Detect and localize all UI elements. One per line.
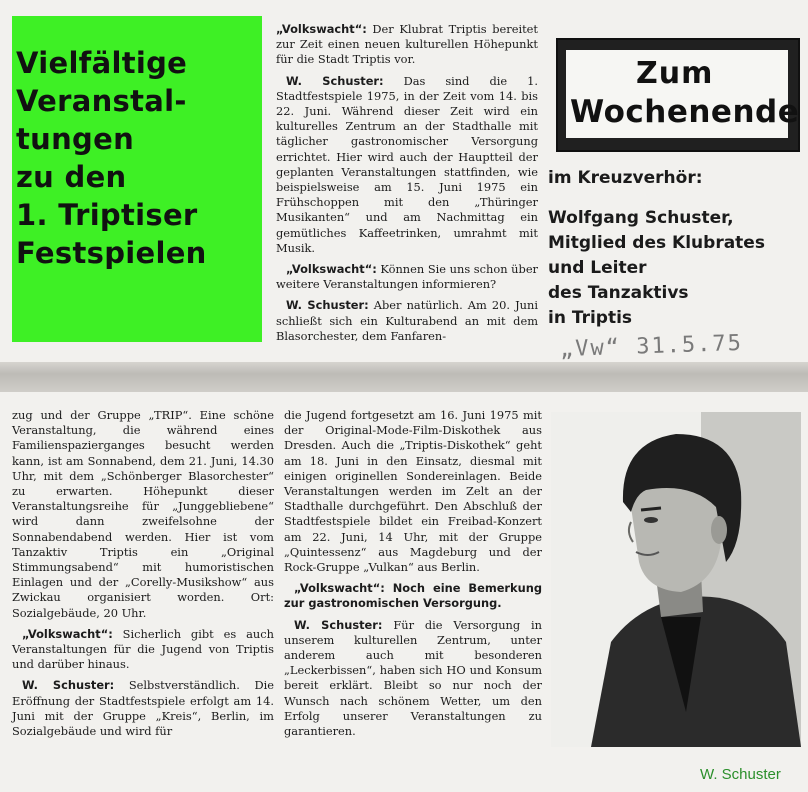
interviewee-name <box>548 206 804 331</box>
speaker-label: „Volkswacht“: <box>276 22 367 36</box>
headline-line: Vielfältige <box>16 46 188 80</box>
paragraph <box>276 298 538 344</box>
speaker-label: W. Schuster: <box>294 617 383 632</box>
paragraph-text: die Jugend fortgesetzt am 16. Juni 1975 mit der Original-Mode-Film-Diskothek aus Dresden. Auch die „Triptis-Diskothek“ geht am 18. Juni in den Einsatz, diesmal mit einigen originellen Sondereinlagen. Beide Veranstaltungen werden im Zelt an der Stadthalle durchgeführt. Den Abschluß der Stadtfestspiele bildet ein Freibad-Konzert am 22. Juni, 14 Uhr, mit der Gruppe „Quintessenz“ aus Magdeburg und der Rock-Gruppe „Vulkan“ aus Berlin. <box>284 408 542 575</box>
section-label-box <box>556 38 800 152</box>
speaker-label: „Volkswacht“: <box>22 626 113 641</box>
section-label-line2: Wochenende <box>570 94 800 130</box>
headline-line: Festspielen <box>16 236 207 270</box>
speaker-label: W. Schuster: <box>286 73 384 88</box>
interviewee-line: Mitglied des Klubrates <box>548 233 765 253</box>
section-label-line1: Zum <box>636 56 714 91</box>
paragraph-text: Das sind die 1. Stadtfestspiele 1975, in der Zeit vom 14. bis 22. Juni. Während dieser Zeit wird ein kulturelles Zentrum an der Stadthalle mit täglicher gastronomischer Versorgung errichtet. Hier wird auch der Hauptteil der geplanten Veranstaltungen stattfinden, wie beispielsweise am 15. Juni 1975 ein Frühschoppen mit den „Thüringer Musikanten“ und am Nachmittag ein gemütliches Kaffeetrinken, umrahmt mit Musik. <box>276 73 538 255</box>
paragraph-text: Sicherlich gibt es auch Veranstaltungen für die Jugend von Triptis und darüber hinaus. <box>12 626 274 672</box>
paragraph <box>284 408 542 575</box>
interviewee-line: in Triptis <box>548 308 633 328</box>
headline <box>16 44 256 272</box>
scan-separator-band <box>0 362 808 392</box>
interview-heading <box>548 168 804 331</box>
interviewee-line: und Leiter <box>548 258 647 278</box>
section-label-inner <box>566 50 800 138</box>
interview-kicker: im Kreuzverhör: <box>548 168 703 188</box>
paragraph <box>276 22 538 68</box>
paragraph <box>12 678 274 739</box>
speaker-label: „Volkswacht“: <box>294 581 385 596</box>
paragraph <box>12 627 274 673</box>
portrait-illustration <box>551 412 801 747</box>
paragraph-text: Selbstverständlich. Die Eröffnung der Stadtfestspiele erfolgt am 14. Juni mit der Gruppe „Kreis“, Berlin, im Sozialgebäude und wird für <box>12 678 274 739</box>
headline-line: zu den <box>16 160 127 194</box>
handwritten-date-note: „Vw“ 31.5.75 <box>559 330 744 363</box>
paragraph <box>12 408 274 621</box>
speaker-label: W. Schuster: <box>286 298 369 313</box>
photo-credit: W. Schuster <box>700 766 781 783</box>
paragraph <box>284 581 542 611</box>
paragraph-text: zug und der Gruppe „TRIP“. Eine schöne Veranstaltung, die während eines Familienspazierganges besucht werden kann, ist am Sonnabend, dem 21. Juni, 14.30 Uhr, mit dem „Schönberger Blasorchester“ zu erwarten. Höhepunkt dieser Veranstaltungsreihe für „Junggebliebene“ wird dann zweifelsohne der Sonnabendabend werden. Hier ist vom Tanzaktiv Triptis ein „Original Stimmungsabend“ mit humoristischen Einlagen und der „Corelly-Musikshow“ aus Zwickau organisiert worden. Ort: Sozialgebäude, 20 Uhr. <box>12 408 274 620</box>
interviewee-line: Wolfgang Schuster, <box>548 208 734 228</box>
paragraph-text: Können Sie uns schon über weitere Veranstaltungen informieren? <box>276 262 538 292</box>
headline-line: tungen <box>16 122 135 156</box>
headline-line: 1. Triptiser <box>16 198 198 232</box>
article-column-top <box>276 22 538 357</box>
portrait-photo <box>551 412 801 747</box>
article-column-bottom-middle <box>284 408 542 745</box>
speaker-label: „Volkswacht“: <box>286 262 377 277</box>
paragraph <box>276 74 538 256</box>
speaker-label: W. Schuster: <box>22 678 115 693</box>
paragraph-text: Noch eine Bemerkung zur gastronomischen Versorgung. <box>284 581 542 611</box>
interviewee-line: des Tanzaktivs <box>548 283 689 303</box>
paragraph <box>284 618 542 740</box>
paragraph-text: Der Klubrat Triptis bereitet zur Zeit einen neuen kulturellen Höhepunkt für die Stadt Triptis vor. <box>276 22 538 67</box>
headline-line: Veranstal- <box>16 84 187 118</box>
paragraph-text: Für die Versorgung in unserem kulturellen Zentrum, unter anderem auch mit besonderen „Leckerbissen“, haben sich HO und Konsum bereit erklärt. Bleibt so nur noch der Wunsch nach schönem Wetter, um den Erfolg unserer Veranstaltungen zu garantieren. <box>284 617 542 739</box>
article-column-bottom-left <box>12 408 274 745</box>
paragraph-text: Aber natürlich. Am 20. Juni schließt sich ein Kulturabend an mit dem Blasorchester, dem Fanfaren- <box>276 298 538 343</box>
paragraph <box>276 262 538 292</box>
